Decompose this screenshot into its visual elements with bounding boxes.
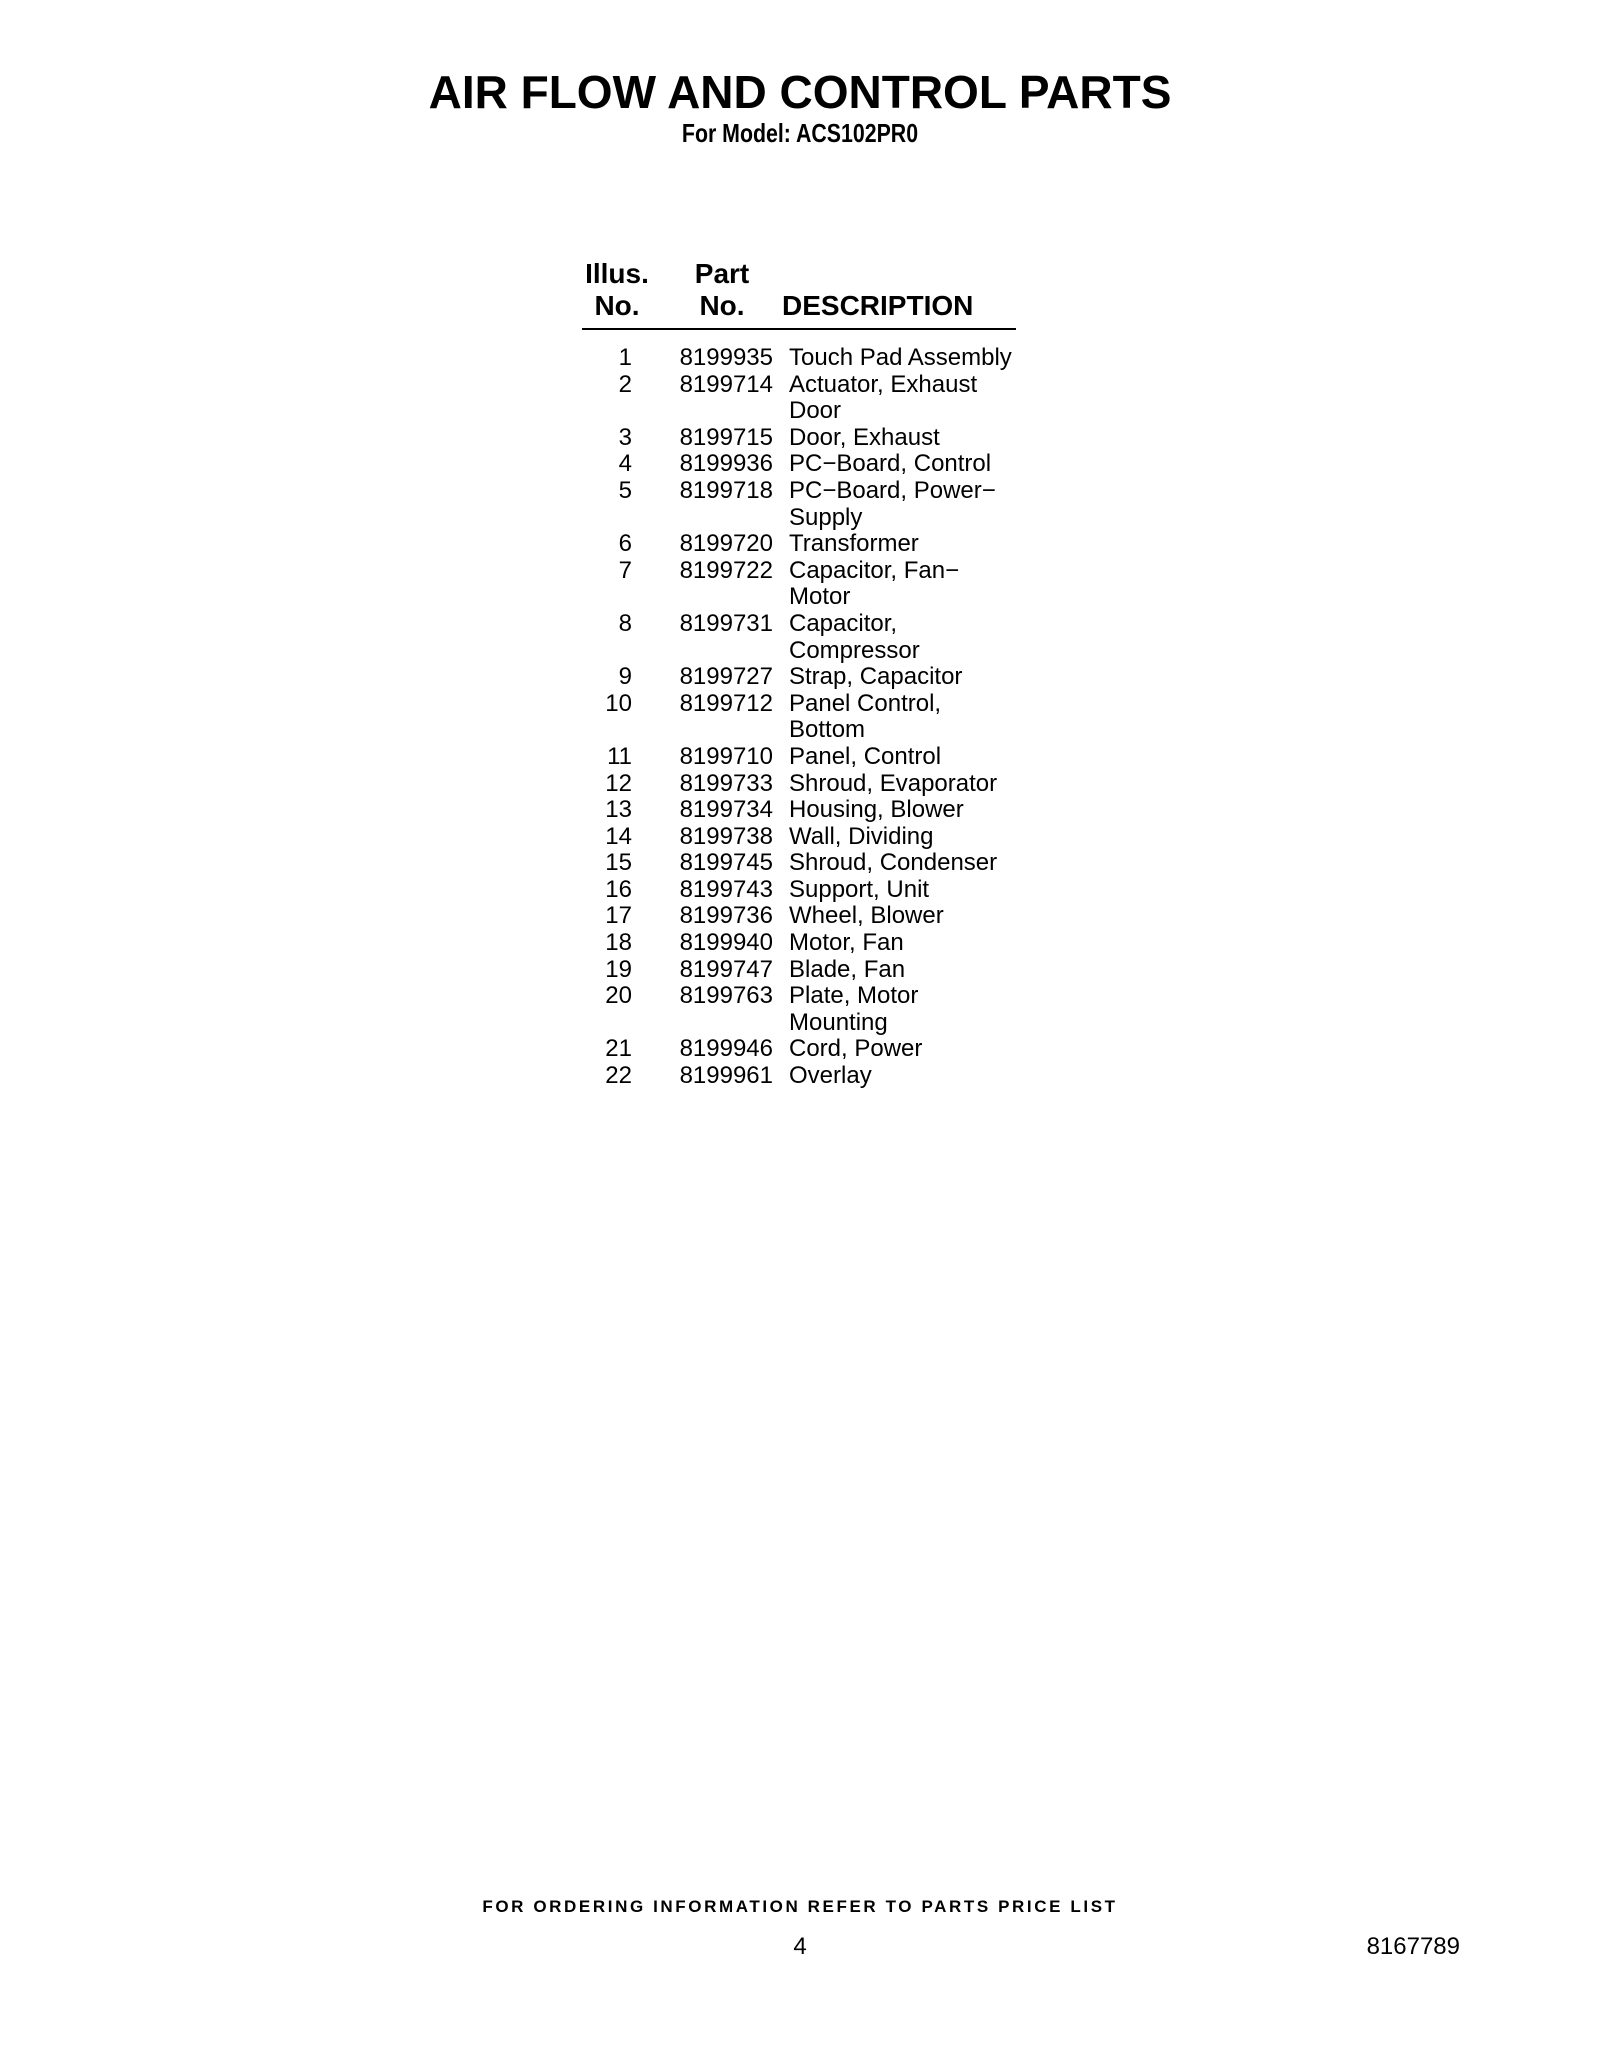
page-number: 4	[793, 1933, 807, 1960]
illus-no-cell: 13	[605, 796, 632, 824]
part-no-cell: 8199714	[679, 370, 773, 398]
illus-no-cell: 17	[605, 902, 632, 930]
description-cell: PC−Board, Control	[789, 450, 992, 478]
description-cell: Support, Unit	[789, 875, 930, 903]
illus-no-cell: 18	[605, 929, 632, 957]
table-row	[582, 797, 1142, 824]
part-no-cell: 8199738	[679, 822, 773, 850]
description-cell: Motor, Fan	[789, 929, 904, 957]
description-cell: Cord, Power	[789, 1035, 923, 1063]
table-row	[582, 1063, 1142, 1090]
table-row	[582, 877, 1142, 904]
part-no-cell: 8199731	[679, 609, 773, 637]
part-header-line2: No.	[699, 290, 745, 321]
description-header: DESCRIPTION	[782, 290, 974, 321]
part-no-cell: 8199763	[679, 982, 773, 1010]
table-row	[582, 478, 1142, 531]
description-cell: Shroud, Evaporator	[789, 769, 998, 797]
table-row	[582, 425, 1142, 452]
ordering-note: FOR ORDERING INFORMATION REFER TO PARTS PRICE LIST	[482, 1897, 1118, 1916]
illus-no-cell: 5	[618, 476, 632, 504]
part-no-cell: 8199720	[679, 530, 773, 558]
illus-no-cell: 20	[605, 982, 632, 1010]
table-row	[582, 771, 1142, 798]
part-no-cell: 8199733	[679, 769, 773, 797]
table-row	[582, 451, 1142, 478]
illus-no-cell: 4	[618, 450, 632, 478]
table-row	[582, 983, 1142, 1036]
description-cell: Housing, Blower	[789, 796, 964, 824]
table-row	[582, 744, 1142, 771]
description-cell: Capacitor, Fan− Motor	[789, 556, 960, 611]
page-title: AIR FLOW AND CONTROL PARTS	[428, 66, 1172, 118]
description-cell: Strap, Capacitor	[789, 663, 963, 691]
illus-no-cell: 2	[618, 370, 632, 398]
part-no-cell: 8199946	[679, 1035, 773, 1063]
table-row	[582, 611, 1142, 664]
illus-no-cell: 9	[618, 663, 632, 691]
description-cell: Overlay	[789, 1062, 872, 1090]
part-no-cell: 8199736	[679, 902, 773, 930]
table-row	[582, 1036, 1142, 1063]
part-no-cell: 8199747	[679, 955, 773, 983]
part-no-cell: 8199743	[679, 875, 773, 903]
part-no-cell: 8199715	[679, 423, 773, 451]
illus-no-cell: 19	[605, 955, 632, 983]
part-no-header	[672, 258, 772, 322]
illus-no-cell: 14	[605, 822, 632, 850]
part-no-cell: 8199936	[679, 450, 773, 478]
table-row	[582, 957, 1142, 984]
table-row	[582, 664, 1142, 691]
part-no-cell: 8199712	[679, 689, 773, 717]
illus-no-cell: 6	[618, 530, 632, 558]
description-cell: Shroud, Condenser	[789, 849, 998, 877]
illus-no-cell: 8	[618, 609, 632, 637]
part-no-cell: 8199727	[679, 663, 773, 691]
illus-no-cell: 15	[605, 849, 632, 877]
illus-no-cell: 12	[605, 769, 632, 797]
description-cell: Wheel, Blower	[789, 902, 944, 930]
part-no-cell: 8199710	[679, 742, 773, 770]
part-no-cell: 8199940	[679, 929, 773, 957]
table-row	[582, 691, 1142, 744]
part-no-cell: 8199718	[679, 476, 773, 504]
table-row	[582, 531, 1142, 558]
description-cell: Actuator, Exhaust Door	[789, 370, 978, 425]
part-no-cell: 8199935	[679, 344, 773, 371]
illus-header-line1: Illus.	[585, 258, 649, 289]
part-no-cell: 8199734	[679, 796, 773, 824]
table-header	[582, 258, 1016, 330]
description-cell: Panel Control, Bottom	[789, 689, 942, 744]
illus-header-line2: No.	[594, 290, 640, 321]
description-cell: Panel, Control	[789, 742, 942, 770]
description-cell: Door, Exhaust	[789, 423, 940, 451]
illus-no-cell: 16	[605, 875, 632, 903]
illus-no-cell: 21	[605, 1035, 632, 1063]
illus-no-cell: 7	[618, 556, 632, 584]
table-row	[582, 930, 1142, 957]
illus-no-cell: 1	[618, 344, 632, 371]
description-cell: Wall, Dividing	[789, 822, 934, 850]
table-row	[582, 850, 1142, 877]
document-number: 8167789	[1366, 1933, 1460, 1960]
table-row	[582, 558, 1142, 611]
description-cell: Blade, Fan	[789, 955, 906, 983]
illus-no-cell: 3	[618, 423, 632, 451]
illus-no-header	[582, 258, 652, 322]
model-subtitle: For Model: ACS102PR0	[681, 118, 919, 148]
description-cell: Touch Pad Assembly	[789, 344, 1012, 371]
part-no-cell: 8199722	[679, 556, 773, 584]
description-cell: Transformer	[789, 530, 919, 558]
description-cell: PC−Board, Power− Supply	[789, 476, 996, 531]
table-row	[582, 824, 1142, 851]
illus-no-cell: 11	[607, 742, 632, 770]
illus-no-cell: 22	[605, 1062, 632, 1090]
parts-table	[582, 258, 1142, 1090]
description-cell: Capacitor, Compressor	[789, 609, 920, 664]
part-header-line1: Part	[694, 258, 750, 289]
table-row	[582, 345, 1142, 372]
table-row	[582, 372, 1142, 425]
part-no-cell: 8199961	[679, 1062, 773, 1090]
table-row	[582, 903, 1142, 930]
table-body	[582, 345, 1142, 1090]
description-cell: Plate, Motor Mounting	[789, 982, 919, 1036]
illus-no-cell: 10	[605, 689, 632, 717]
part-no-cell: 8199745	[679, 849, 773, 877]
